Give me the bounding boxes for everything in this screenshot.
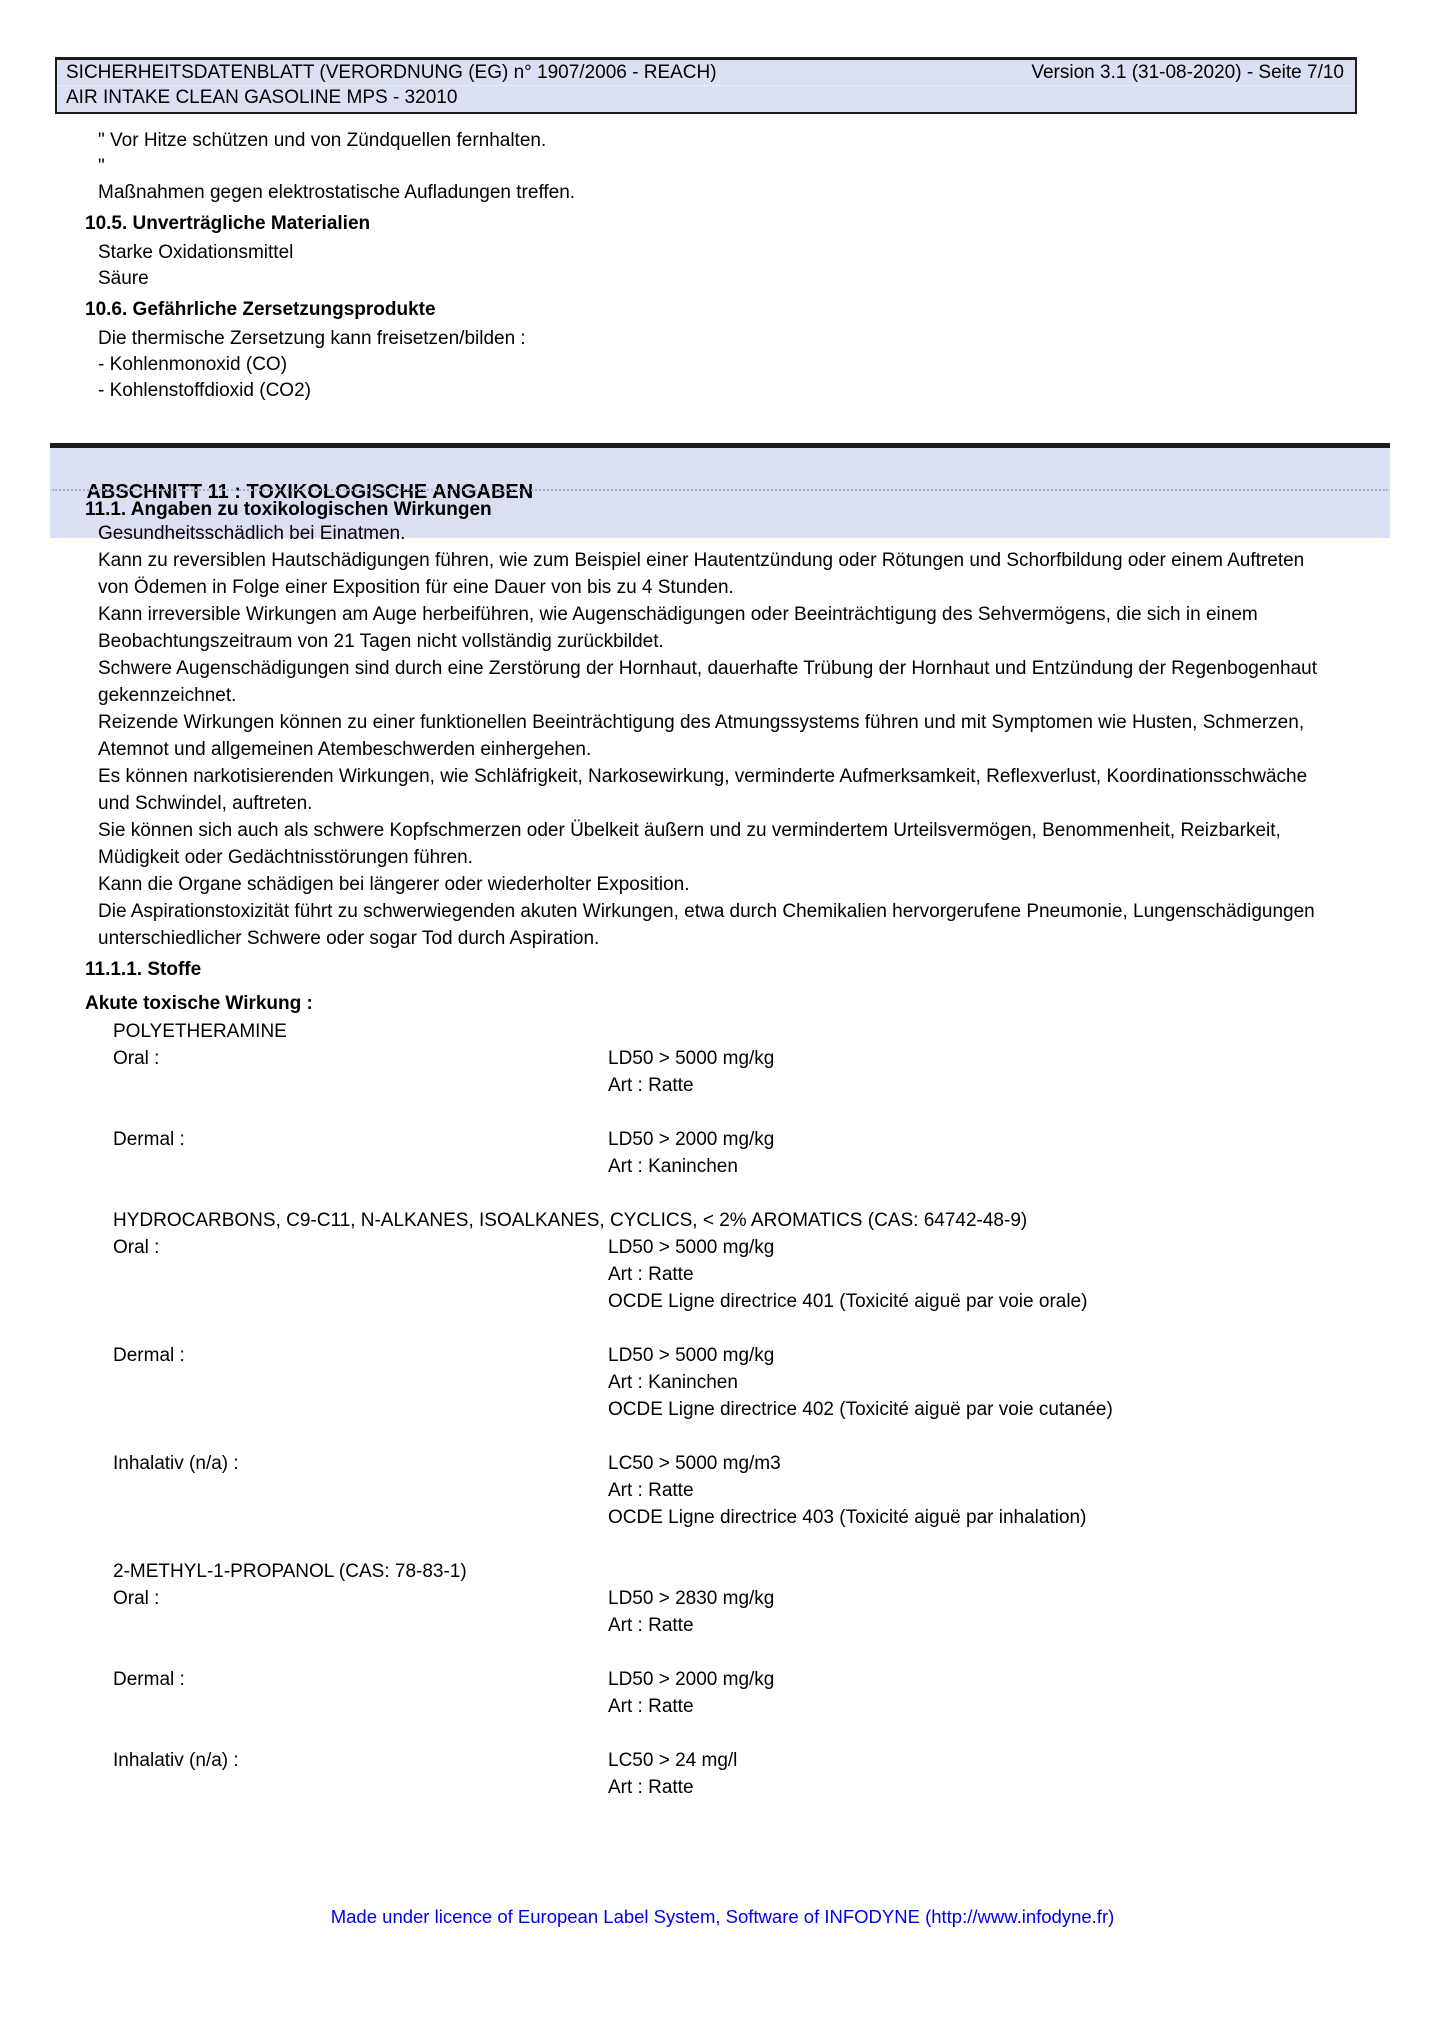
route-label: Inhalativ (n/a) : (113, 1750, 239, 1771)
tox-value: LD50 > 2830 mg/kg (608, 1588, 775, 1609)
tox-value: Art : Kaninchen (608, 1372, 738, 1393)
tox-value: OCDE Ligne directrice 401 (Toxicité aiguë par voie orale) (608, 1291, 1088, 1312)
route-label: Dermal : (113, 1129, 185, 1150)
table-row (113, 1369, 1363, 1396)
tox-value: LD50 > 5000 mg/kg (608, 1345, 775, 1366)
table-row (113, 1153, 1363, 1180)
product-name: AIR INTAKE CLEAN GASOLINE MPS - 32010 (66, 87, 458, 108)
route-label-empty (113, 1396, 608, 1423)
tox-value: LD50 > 2000 mg/kg (608, 1129, 775, 1150)
tox-value: Art : Ratte (608, 1075, 694, 1096)
section-divider (52, 489, 1388, 491)
precaution-line: Maßnahmen gegen elektrostatische Aufladungen treffen. (98, 182, 576, 203)
table-row (113, 1774, 1363, 1801)
table-row (113, 1288, 1363, 1315)
version-page-info: Version 3.1 (31-08-2020) - Seite 7/10 (1031, 62, 1344, 83)
tox-entry (113, 1234, 1363, 1315)
route-label-empty (113, 1072, 608, 1099)
tox-value: LC50 > 24 mg/l (608, 1750, 738, 1771)
tox-info-line: und Schwindel, auftreten. (98, 793, 313, 814)
table-row (113, 1450, 1363, 1477)
table-row (113, 1666, 1363, 1693)
tox-value: Art : Ratte (608, 1480, 694, 1501)
footer (0, 1903, 1445, 1930)
tox-info-line: unterschiedlicher Schwere oder sogar Tod durch Aspiration. (98, 928, 600, 949)
route-label-empty (113, 1504, 608, 1531)
route-label-empty (113, 1369, 608, 1396)
tox-entry (113, 1666, 1363, 1720)
tox-value: Art : Ratte (608, 1696, 694, 1717)
incompatible-materials-list (0, 240, 1360, 292)
tox-value: OCDE Ligne directrice 403 (Toxicité aiguë par inhalation) (608, 1507, 1087, 1528)
route-label-empty (113, 1477, 608, 1504)
table-row (113, 1477, 1363, 1504)
decomposition-products-list (0, 326, 1360, 404)
table-row (113, 1261, 1363, 1288)
incompatible-material-item: Säure (98, 268, 149, 289)
route-label: Oral : (113, 1237, 160, 1258)
route-label: Oral : (113, 1588, 160, 1609)
precaution-line: " (98, 156, 105, 177)
table-row (113, 1045, 1363, 1072)
tox-info-line: Schwere Augenschädigungen sind durch eine Zerstörung der Hornhaut, dauerhafte Trübung der Hornhaut und Entzündung der Regenbogenhaut (98, 658, 1317, 679)
decomposition-product-item: Die thermische Zersetzung kann freisetzen/bilden : (98, 328, 526, 349)
tox-info-line: Atemnot und allgemeinen Atembeschwerden einhergehen. (98, 739, 592, 760)
tox-info-line: Kann irreversible Wirkungen am Auge herbeiführen, wie Augenschädigungen oder Beeinträchtigung des Sehvermögens, die sich in einem (98, 604, 1258, 625)
tox-info-line: Reizende Wirkungen können zu einer funktionellen Beeinträchtigung des Atmungssystems führen und mit Symptomen wie Husten, Schmerzen, (98, 712, 1305, 733)
tox-entry (113, 1450, 1363, 1531)
table-row (113, 1396, 1363, 1423)
tox-entry (113, 1342, 1363, 1423)
tox-value: LC50 > 5000 mg/m3 (608, 1453, 781, 1474)
table-row (113, 1234, 1363, 1261)
route-label: Dermal : (113, 1669, 185, 1690)
tox-info-line: Gesundheitsschädlich bei Einatmen. (98, 523, 406, 544)
tox-value: LD50 > 5000 mg/kg (608, 1048, 775, 1069)
table-row (113, 1747, 1363, 1774)
tox-info-line: Müdigkeit oder Gedächtnisstörungen führen. (98, 847, 473, 868)
tox-info-line: Sie können sich auch als schwere Kopfschmerzen oder Übelkeit äußern und zu vermindertem Urteilsvermögen, Benommenheit, Reizbarkeit, (98, 820, 1281, 841)
tox-value: LD50 > 5000 mg/kg (608, 1237, 775, 1258)
table-row (113, 1585, 1363, 1612)
tox-entry (113, 1747, 1363, 1801)
route-label-empty (113, 1261, 608, 1288)
route-label: Dermal : (113, 1345, 185, 1366)
heading-11-1-1: 11.1.1. Stoffe (85, 959, 202, 980)
tox-value: Art : Ratte (608, 1264, 694, 1285)
tox-info-line: gekennzeichnet. (98, 685, 237, 706)
tox-info-line: Es können narkotisierenden Wirkungen, wie Schläfrigkeit, Narkosewirkung, verminderte Aufmerksamkeit, Reflexverlust, Koordinationsschwäche (98, 766, 1308, 787)
table-row (113, 1126, 1363, 1153)
tox-entry (113, 1585, 1363, 1639)
route-label-empty (113, 1612, 608, 1639)
route-label-empty (113, 1288, 608, 1315)
tox-info-line: Kann zu reversiblen Hautschädigungen führen, wie zum Beispiel einer Hautentzündung oder Rötungen und Schorfbildung oder einem Auftreten (98, 550, 1305, 571)
decomposition-product-item: - Kohlenstoffdioxid (CO2) (98, 380, 311, 401)
tox-value: OCDE Ligne directrice 402 (Toxicité aiguë par voie cutanée) (608, 1399, 1113, 1420)
section-11-title: ABSCHNITT 11 : TOXIKOLOGISCHE ANGABEN (86, 481, 534, 503)
tox-info-line: Kann die Organe schädigen bei längerer oder wiederholter Exposition. (98, 874, 690, 895)
tox-value: Art : Ratte (608, 1777, 694, 1798)
table-row (113, 1072, 1363, 1099)
table-row (113, 1693, 1363, 1720)
tox-info-line: Beobachtungszeitraum von 21 Tagen nicht vollständig zurückbildet. (98, 631, 664, 652)
table-row (113, 1612, 1363, 1639)
substance-name: 2-METHYL-1-PROPANOL (CAS: 78-83-1) (113, 1561, 467, 1582)
tox-entry (113, 1045, 1363, 1099)
route-label-empty (113, 1693, 608, 1720)
route-label: Oral : (113, 1048, 160, 1069)
heading-10-6: 10.6. Gefährliche Zersetzungsprodukte (85, 299, 436, 320)
decomposition-product-item: - Kohlenmonoxid (CO) (98, 354, 288, 375)
substance-name: POLYETHERAMINE (113, 1021, 287, 1042)
route-label-empty (113, 1153, 608, 1180)
tox-value: Art : Ratte (608, 1615, 694, 1636)
section-10-content (0, 128, 1360, 404)
incompatible-material-item: Starke Oxidationsmittel (98, 242, 294, 263)
header-row-1 (57, 60, 1355, 85)
header-row-2 (57, 85, 1355, 112)
tox-info-text (98, 520, 1368, 952)
table-row (113, 1504, 1363, 1531)
substance-toxicity-table (113, 1018, 1363, 1828)
heading-10-5: 10.5. Unverträgliche Materialien (85, 213, 371, 234)
tox-info-line: von Ödemen in Folge einer Exposition für eine Dauer von bis zu 4 Stunden. (98, 577, 734, 598)
route-label-empty (113, 1774, 608, 1801)
table-row (113, 1342, 1363, 1369)
precaution-line: " Vor Hitze schützen und von Zündquellen fernhalten. (98, 130, 547, 151)
heading-11-1: 11.1. Angaben zu toxikologischen Wirkungen (85, 499, 492, 520)
substance-name: HYDROCARBONS, C9-C11, N-ALKANES, ISOALKANES, CYCLICS, < 2% AROMATICS (CAS: 64742-48-9) (113, 1210, 1028, 1231)
tox-entry (113, 1126, 1363, 1180)
footer-license-link[interactable]: Made under licence of European Label System, Software of INFODYNE (http://www.infodyne.fr) (330, 1906, 1115, 1927)
tox-info-line: Die Aspirationstoxizität führt zu schwerwiegenden akuten Wirkungen, etwa durch Chemikalien hervorgerufene Pneumonie, Lungenschädigungen (98, 901, 1315, 922)
tox-value: LD50 > 2000 mg/kg (608, 1669, 775, 1690)
acute-toxicity-heading: Akute toxische Wirkung : (85, 993, 313, 1014)
route-label: Inhalativ (n/a) : (113, 1453, 239, 1474)
tox-value: Art : Kaninchen (608, 1156, 738, 1177)
document-title: SICHERHEITSDATENBLATT (VERORDNUNG (EG) n° 1907/2006 - REACH) (66, 62, 717, 83)
document-header (55, 57, 1357, 114)
